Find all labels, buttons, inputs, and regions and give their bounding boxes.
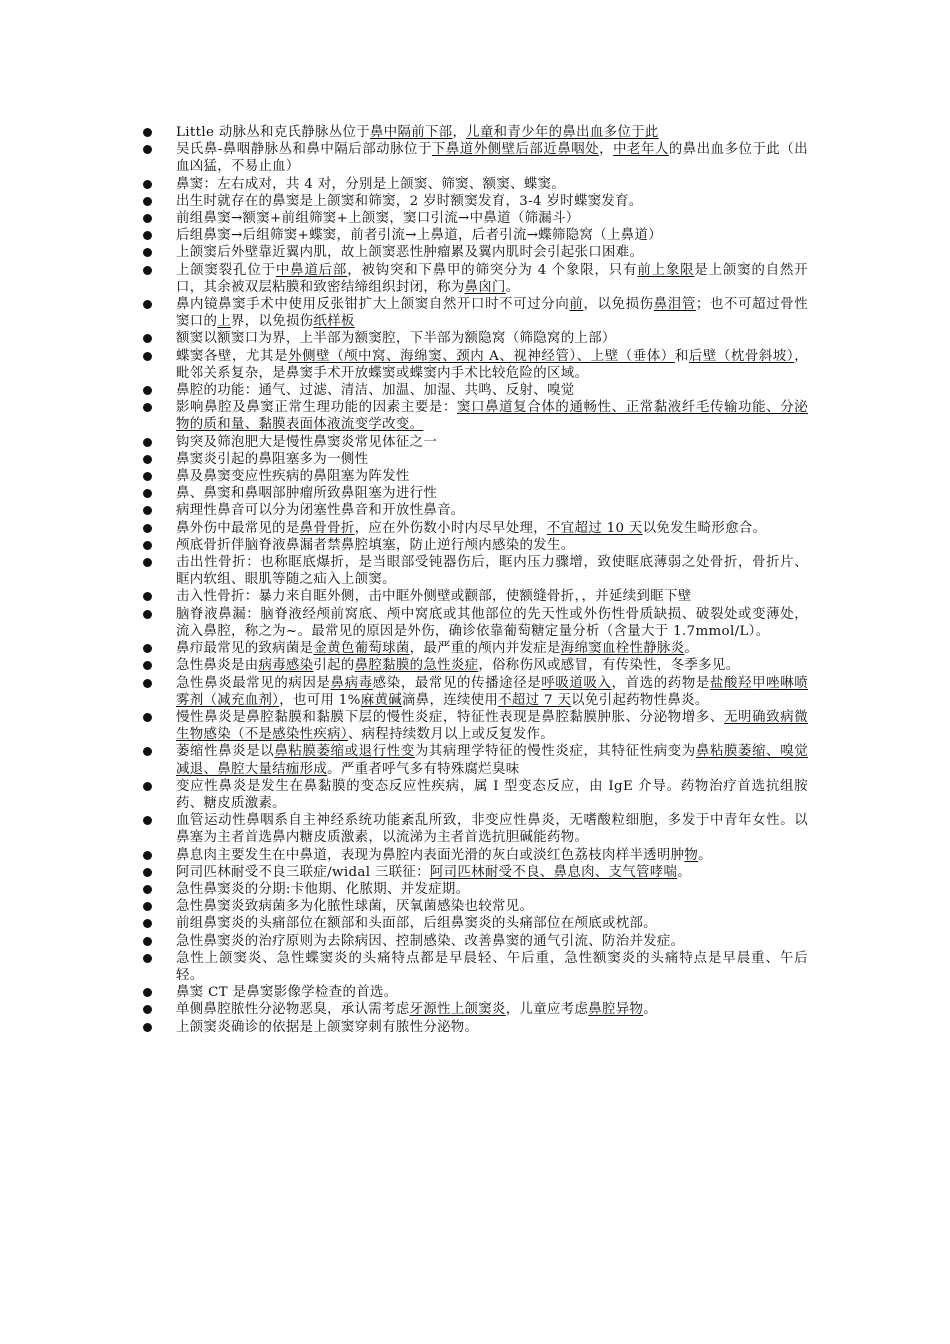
- list-item: [0, 640, 808, 657]
- list-item: [0, 1019, 808, 1036]
- bullet-icon: [143, 455, 152, 464]
- text-segment: 慢性鼻炎是鼻腔黏膜和黏膜下层的慢性炎症，特征性表现是鼻腔黏膜肿胀、分泌物增多、: [176, 709, 724, 725]
- text-segment: ，: [452, 125, 467, 140]
- underlined-text: 纸样板: [313, 314, 355, 330]
- text-segment: 是上颌窦的自然开口，其余被双层粘膜和致密结缔组织封闭，称为: [176, 262, 808, 295]
- list-item: [0, 778, 808, 812]
- bullet-icon: [143, 816, 152, 825]
- underlined-text: 不超过 7 天: [498, 692, 572, 708]
- list-item: [0, 262, 808, 296]
- text-segment: 急性鼻炎是由: [176, 658, 259, 674]
- list-item: [0, 124, 808, 141]
- list-item: [0, 588, 808, 605]
- bullet-icon: [143, 128, 152, 137]
- bullet-icon: [143, 214, 152, 223]
- bullet-icon: [143, 937, 152, 946]
- underlined-text: 物: [684, 847, 699, 863]
- text-segment: ，: [599, 142, 614, 158]
- list-item: [0, 468, 808, 485]
- list-item: [0, 812, 808, 846]
- bullet-icon: [143, 489, 152, 498]
- text-segment: 鼻窦炎引起的鼻阻塞多为一侧性: [176, 451, 369, 467]
- text-segment: 影响鼻腔及鼻窦正常生理功能的因素主要是：: [176, 400, 458, 416]
- text-segment: 。: [505, 279, 520, 295]
- list-item: [0, 537, 808, 554]
- list-item: [0, 554, 808, 588]
- list-item: [0, 984, 808, 1001]
- text-segment: 。: [643, 1002, 657, 1018]
- text-segment: 击出性骨折：也称眶底爆折，是当眼部受钝器伤后，眶内压力骤增，致使眶底薄弱之处骨折，骨折片、眶内软组、眼肌等随之疝入上颌窦。: [176, 555, 808, 588]
- underlined-text: 鼻中隔前下部: [370, 125, 453, 140]
- list-item: [0, 141, 808, 175]
- underlined-text: 后壁（枕骨斜坡）: [688, 348, 795, 364]
- text-segment: 。严重者呼气多有特殊腐烂臭味: [327, 761, 520, 777]
- underlined-text: 鼻腔异物: [588, 1002, 644, 1018]
- text-segment: 后组鼻窦→后组筛窦+蝶窦，前者引流→上鼻道，后者引流→蝶筛隐窝（上鼻道）: [176, 228, 662, 244]
- underlined-text: 中鼻道后部: [275, 262, 348, 278]
- bullet-icon: [143, 851, 152, 860]
- text-segment: ，也可用 1%: [279, 692, 361, 708]
- list-item: [0, 675, 808, 709]
- text-segment: 击入性骨折：暴力来自眶外侧，击中眶外侧壁或颧部，使额缝骨折，，并延续到眶下壁: [176, 589, 692, 605]
- bullet-icon: [143, 679, 152, 688]
- text-segment: 。: [684, 641, 699, 657]
- bullet-icon: [143, 661, 152, 670]
- list-item: [0, 657, 808, 674]
- text-segment: 鼻窦：左右成对，共 4 对，分别是上颌窦、筛窦、额窦、蝶窦。: [176, 176, 566, 192]
- bullet-icon: [143, 352, 152, 361]
- text-segment: 额窦以额窦口为界，上半部为额窦腔，下半部为额隐窝（筛隐窝的上部）: [176, 331, 616, 347]
- list-item: [0, 193, 808, 210]
- list-item: [0, 881, 808, 898]
- underlined-text: 中老年人: [613, 142, 669, 158]
- text-segment: 急性上颌窦炎、急性蝶窦炎的头痛特点都是早晨轻、午后重，急性额窦炎的头痛特点是早晨重、午后轻。: [176, 950, 808, 983]
- text-segment: 。: [698, 847, 712, 863]
- underlined-text: 金黄色葡萄球菌: [313, 641, 410, 657]
- list-item: [0, 502, 808, 519]
- bullet-icon: [143, 610, 152, 619]
- underlined-text: 不宜超过 10 天: [547, 520, 643, 536]
- bullet-icon: [143, 334, 152, 343]
- bullet-icon: [143, 231, 152, 240]
- text-segment: 前组鼻窦炎的头痛部位在额部和头面部，后组鼻窦炎的头痛部位在颅底或枕部。: [176, 916, 657, 932]
- text-segment: 鼻窦 CT 是鼻窦影像学检查的首选。: [176, 985, 398, 1001]
- text-segment: ，以免损伤: [583, 297, 654, 313]
- bullet-icon: [143, 954, 152, 963]
- bullet-icon: [143, 988, 152, 997]
- list-item: [0, 210, 808, 227]
- list-item: [0, 227, 808, 244]
- list-item: [0, 933, 808, 950]
- text-segment: 上颌窦后外壁靠近翼内肌，故上颌窦恶性肿瘤累及翼内肌时会引起张口困难。: [176, 245, 644, 261]
- list-item: [0, 847, 808, 864]
- bullet-icon: [143, 885, 152, 894]
- text-segment: 吴氏鼻-鼻咽静脉丛和鼻中隔后部动脉位于: [176, 142, 432, 158]
- text-segment: 上颌窦裂孔位于: [176, 262, 276, 278]
- text-segment: 以免引起药物性鼻炎。: [571, 692, 709, 708]
- bullet-icon: [143, 747, 152, 756]
- text-segment: 急性鼻窦炎致病菌多为化脓性球菌，厌氧菌感染也较常见。: [176, 899, 534, 915]
- underlined-text: 下鼻道外侧壁后部近鼻咽处: [431, 142, 600, 158]
- list-item: [0, 348, 808, 382]
- list-item: [0, 950, 808, 984]
- text-segment: 病理性鼻音可以分为闭塞性鼻音和开放性鼻音。: [176, 503, 465, 519]
- text-segment: 鼻内镜鼻窦手术中使用反张钳扩大上颌窦自然开口时不可过分向: [176, 297, 570, 313]
- text-segment: 急性鼻窦炎的分期:卡他期、化脓期、并发症期。: [176, 881, 470, 897]
- text-segment: 的鼻出血多位于此（出血凶猛，不易止血）: [176, 142, 808, 175]
- list-item: [0, 244, 808, 261]
- text-segment: 鼻及鼻窦变应性疾病的鼻阻塞为阵发性: [176, 469, 410, 485]
- underlined-text: 儿童和青少年的鼻出血多位于此: [466, 125, 659, 140]
- bullet-icon: [143, 403, 152, 412]
- text-segment: 鼻、鼻窦和鼻咽部肿瘤所致鼻阻塞为进行性: [176, 486, 438, 502]
- bullet-icon: [143, 506, 152, 515]
- bullet-icon: [143, 386, 152, 395]
- text-segment: 单侧鼻腔脓性分泌物恶臭，承认需考虑: [176, 1002, 410, 1018]
- underlined-text: 鼻粘膜萎缩或退行性变: [274, 744, 415, 760]
- text-segment: 鼻外伤中最常见的是: [176, 520, 300, 536]
- text-segment: ，俗称伤风或感冒，有传染性，冬季多见。: [478, 658, 740, 674]
- list-item: [0, 451, 808, 468]
- text-segment: 蝶窦各壁，尤其是: [176, 348, 289, 364]
- list-item: [0, 898, 808, 915]
- text-segment: 出生时就存在的鼻窦是上颌窦和筛窦，2 岁时额窦发育，3-4 岁时蝶窦发育。: [176, 193, 643, 209]
- text-segment: 鼻腔的功能：通气、过滤、清洁、加温、加湿、共鸣、反射、嗅觉: [176, 383, 575, 399]
- list-item: [0, 520, 808, 537]
- underlined-text: 鼻粘膜萎缩、嗅觉减退、鼻腔大量结痂形成: [176, 744, 809, 777]
- text-segment: 。: [677, 864, 692, 880]
- bullet-icon: [143, 1023, 152, 1032]
- text-segment: 阿司匹林耐受不良三联症/widal 三联征：: [176, 864, 430, 880]
- bullet-icon: [143, 558, 152, 567]
- text-segment: ，应在外伤数小时内尽早处理，: [354, 520, 548, 536]
- underlined-text: 前: [569, 297, 584, 313]
- underlined-text: 鼻腔黏膜的急性炎症: [354, 658, 479, 674]
- list-item: [0, 296, 808, 330]
- text-segment: 颅底骨折伴脑脊液鼻漏者禁鼻腔填塞，防止逆行颅内感染的发生。: [176, 537, 575, 553]
- list-item: [0, 864, 808, 881]
- bullet-icon: [143, 266, 152, 275]
- text-segment: 钩突及筛泡肥大是慢性鼻窦炎常见体征之一: [176, 434, 438, 450]
- bullet-icon: [143, 180, 152, 189]
- list-item: [0, 1001, 808, 1018]
- bullet-icon: [143, 1005, 152, 1014]
- underlined-text: 窦口鼻道复合体的通畅性、正常黏液纤毛传输功能、分泌物的质和量、黏膜表面体液流变学改变。: [176, 400, 809, 433]
- text-segment: 变应性鼻炎是发生在鼻黏膜的变态反应性疾病，属 I 型变态反应，由 IgE 介导。药物治疗首选抗组胺药、糖皮质激素。: [176, 778, 808, 811]
- underlined-text: 呼吸道吸入: [541, 675, 612, 691]
- bullet-icon: [143, 438, 152, 447]
- text-segment: 为其病理学特征的慢性炎症，其特征性病变为: [414, 744, 696, 760]
- text-segment: 前组鼻窦→额窦+前组筛窦+上颌窦，窦口引流→中鼻道（筛漏斗）: [176, 211, 580, 227]
- list-item: [0, 382, 808, 399]
- text-segment: 以免发生畸形愈合。: [642, 520, 767, 536]
- bullet-icon: [143, 197, 152, 206]
- text-segment: ；也不可超过骨性窦口的: [176, 297, 808, 330]
- bullet-icon: [143, 868, 152, 877]
- text-segment: 急性鼻窦炎的治疗原则为去除病因、控制感染、改善鼻窦的通气引流、防治并发症。: [176, 933, 685, 949]
- text-segment: ，首选的药物是: [611, 675, 710, 691]
- bullet-icon: [143, 902, 152, 911]
- text-segment: 鼻息肉主要发生在中鼻道，表现为鼻腔内表面光滑的灰白或淡红色荔枝肉样半透明肿: [176, 847, 685, 863]
- underlined-text: 外侧壁（颅中窝、海绵窦、颈内 A、视神经管）、上壁（垂体）: [288, 348, 675, 364]
- underlined-text: 无明确致病微生物感染（不是感染性疾病）: [176, 709, 808, 743]
- list-item: [0, 399, 808, 433]
- text-segment: ，最严重的颅内并发症是: [409, 641, 561, 657]
- bullet-icon: [143, 782, 152, 791]
- text-segment: 和: [674, 348, 689, 364]
- bullet-icon: [143, 644, 152, 653]
- text-segment: ，儿童应考虑: [505, 1002, 589, 1018]
- underlined-text: 上: [217, 314, 231, 330]
- bullet-icon: [143, 541, 152, 550]
- text-segment: 血管运动性鼻咽系自主神经系统功能紊乱所致，非变应性鼻炎，无嗜酸粒细胞，多发于中青年女性。以鼻塞为主者首选鼻内糖皮质激素，以流涕为主者首选抗胆碱能药物。: [176, 813, 808, 846]
- list-item: [0, 485, 808, 502]
- text-segment: 萎缩性鼻炎是以: [176, 744, 275, 760]
- text-segment: Little 动脉丛和克氏静脉丛位于: [176, 125, 370, 140]
- text-segment: ，被钩突和下鼻甲的筛突分为 4 个象限，只有: [347, 262, 638, 278]
- bullet-icon: [143, 472, 152, 481]
- bullet-icon: [143, 248, 152, 257]
- underlined-text: 前上象限: [637, 262, 695, 278]
- text-segment: 上颌窦炎确诊的依据是上颌窦穿刺有脓性分泌物。: [176, 1019, 479, 1035]
- text-segment: 感染，最常见的传播途径是: [372, 675, 542, 691]
- list-item: [0, 176, 808, 193]
- bullet-icon: [143, 592, 152, 601]
- bullet-icon: [143, 713, 152, 722]
- text-segment: 急性鼻炎最常见的病因是: [176, 675, 331, 691]
- underlined-text: 病毒感染: [258, 658, 314, 674]
- underlined-text: 海绵窦血栓性静脉炎: [560, 641, 685, 657]
- list-item: [0, 606, 808, 640]
- bullet-icon: [143, 300, 152, 309]
- text-segment: ，毗邻关系复杂，是鼻窦手术开放蝶窦或蝶窦内手术比较危险的区域。: [176, 348, 808, 381]
- underlined-text: 阿司匹林耐受不良、鼻息肉、支气管哮喘: [429, 864, 678, 880]
- list-item: [0, 743, 808, 777]
- list-item: [0, 330, 808, 347]
- text-segment: 界，以免损伤: [230, 314, 314, 330]
- list-item: [0, 709, 808, 743]
- text-segment: 鼻疖最常见的致病菌是: [176, 641, 314, 657]
- underlined-text: 鼻病毒: [330, 675, 373, 691]
- bullet-icon: [143, 524, 152, 533]
- underlined-text: 鼻囟门: [464, 279, 506, 295]
- list-item: [0, 434, 808, 451]
- note-list: [0, 124, 808, 1036]
- text-segment: 、病程持续数月以上或反复发作。: [347, 727, 555, 743]
- underlined-text: 鼻骨骨折: [299, 520, 355, 536]
- underlined-text: 牙源性上颌窦炎: [409, 1002, 506, 1018]
- bullet-icon: [143, 145, 152, 154]
- underlined-text: 鼻泪管: [653, 297, 696, 313]
- text-segment: 引起的: [313, 658, 355, 674]
- underlined-text: 麻黄碱: [360, 692, 402, 708]
- bullet-icon: [143, 919, 152, 928]
- text-segment: 脑脊液鼻漏：脑脊液经颅前窝底、颅中窝底或其他部位的先天性或外伤性骨质缺损、破裂处或变薄处，流入鼻腔，称之为~。最常见的原因是外伤，确诊依靠葡萄糖定量分析（含量大于 1.7mmol/L）。: [176, 606, 808, 639]
- text-segment: 滴鼻，连续使用: [401, 692, 499, 708]
- underlined-text: 盐酸羟甲唑啉喷雾剂（减充血剂）: [176, 675, 808, 708]
- list-item: [0, 915, 808, 932]
